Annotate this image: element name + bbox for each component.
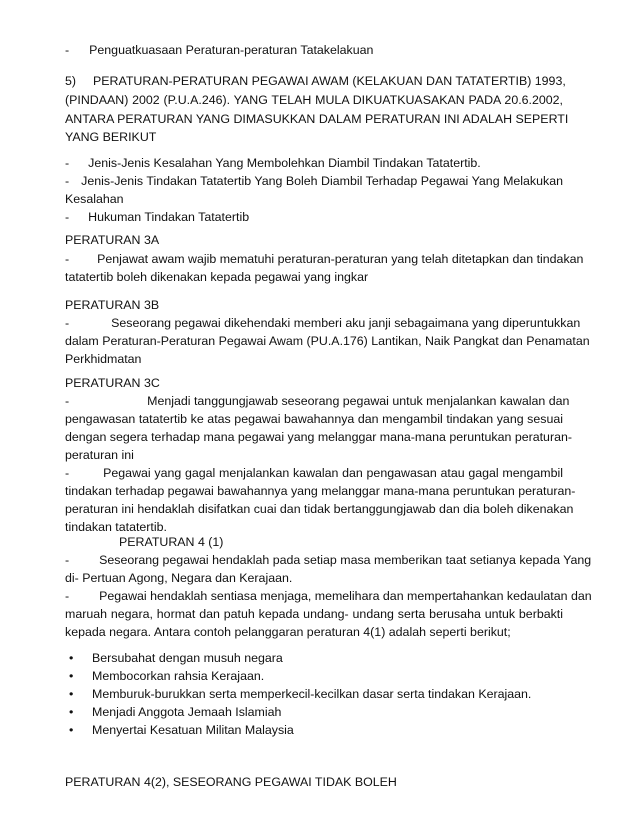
list-item: Kesalahan: [65, 192, 124, 206]
p3c-heading: PERATURAN 3C: [65, 376, 160, 390]
p41-heading: PERATURAN 4 (1): [119, 535, 224, 549]
p3a-line-1: - Penjawat awam wajib mematuhi peraturan-peraturan yang telah ditetapkan dan tindakan: [65, 252, 584, 266]
p3c-para2-line-1: - Pegawai yang gagal menjalankan kawalan dan pengawasan atau gagal mengambil: [65, 466, 563, 480]
list-item: - Jenis-Jenis Kesalahan Yang Membolehkan Diambil Tindakan Tatatertib.: [65, 156, 481, 170]
p41-para1-line-2: di- Pertuan Agong, Negara dan Kerajaan.: [65, 571, 293, 585]
section5-line-4: YANG BERIKUT: [65, 130, 157, 144]
bullet-mark: •: [69, 669, 74, 683]
p3c-para2-line-2: tindakan terhadap pegawai bawahannya yang melanggar mana-mana peruntukan peraturan-: [65, 484, 576, 498]
bullet-mark: •: [69, 723, 74, 737]
p41-para1-line-1: - Seseorang pegawai hendaklah pada setiap masa memberikan taat setianya kepada Yang: [65, 553, 592, 567]
p3a-heading: PERATURAN 3A: [65, 233, 160, 247]
intro-text: Penguatkuasaan Peraturan-peraturan Tatakelakuan: [89, 43, 374, 57]
list-item: Memburuk-burukkan serta memperkecil-kecilkan dasar serta tindakan Kerajaan.: [92, 687, 532, 701]
list-item: - Jenis-Jenis Tindakan Tatatertib Yang Boleh Diambil Terhadap Pegawai Yang Melakukan: [65, 174, 563, 188]
section5-line-2: (PINDAAN) 2002 (P.U.A.246). YANG TELAH MULA DIKUATKUASAKAN PADA 20.6.2002,: [65, 93, 563, 107]
list-item: - Hukuman Tindakan Tatatertib: [65, 210, 250, 224]
p41-para2-line-1: - Pegawai hendaklah sentiasa menjaga, memelihara dan mempertahankan kedaulatan dan: [65, 589, 592, 603]
intro-dash: -: [65, 43, 70, 57]
p3c-para2-line-3: peraturan ini hendaklah disifatkan cuai dan tidak bertanggungjawab dan dia boleh dikenakan: [65, 502, 574, 516]
p41-para2-line-3: kepada negara. Antara contoh pelanggaran peraturan 4(1) adalah seperti berikut;: [65, 625, 511, 639]
p3b-line-1: - Seseorang pegawai dikehendaki memberi aku janji sebagaimana yang diperuntukkan: [65, 316, 581, 330]
list-item: Membocorkan rahsia Kerajaan.: [92, 669, 265, 683]
bullet-mark: •: [69, 687, 74, 701]
p3a-line-2: tatatertib boleh dikenakan kepada pegawai yang ingkar: [65, 270, 369, 284]
bullet-mark: •: [69, 651, 74, 665]
p3b-line-3: Perkhidmatan: [65, 352, 142, 366]
bullet-mark: •: [69, 705, 74, 719]
intro-line: [65, 42, 563, 59]
p3c-para2-line-4: tindakan tatatertib.: [65, 520, 167, 534]
section5-number: 5): [65, 74, 77, 88]
p41-para2-line-2: maruah negara, hormat dan patuh kepada undang- undang serta berusaha untuk berbakti: [65, 607, 563, 621]
p3b-line-2: dalam Peraturan-Peraturan Pegawai Awam (PU.A.176) Lantikan, Naik Pangkat dan Penamatan: [65, 334, 590, 348]
p42-heading: PERATURAN 4(2), SESEORANG PEGAWAI TIDAK BOLEH: [65, 775, 397, 789]
section5-line-1: 5) PERATURAN-PERATURAN PEGAWAI AWAM (KELAKUAN DAN TATATERTIB) 1993,: [65, 74, 566, 88]
section5-line-3: ANTARA PERATURAN YANG DIMASUKKAN DALAM PERATURAN INI ADALAH SEPERTI: [65, 112, 569, 126]
p3b-heading: PERATURAN 3B: [65, 298, 160, 312]
list-item: Menyertai Kesatuan Militan Malaysia: [92, 723, 294, 737]
p3c-para1-line-2: pengawasan tatatertib ke atas pegawai bawahannya dan mengambil tindakan yang sesuai: [65, 412, 563, 426]
p3c-para1-line-3: dengan segera terhadap mana pegawai yang melanggar mana-mana peruntukan peraturan-: [65, 430, 572, 444]
p3c-para1-line-1: - Menjadi tanggungjawab seseorang pegawai untuk menjalankan kawalan dan: [65, 394, 570, 408]
list-item: Menjadi Anggota Jemaah Islamiah: [92, 705, 282, 719]
list-item: Bersubahat dengan musuh negara: [92, 651, 283, 665]
p3c-para1-line-4: peraturan ini: [65, 448, 134, 462]
